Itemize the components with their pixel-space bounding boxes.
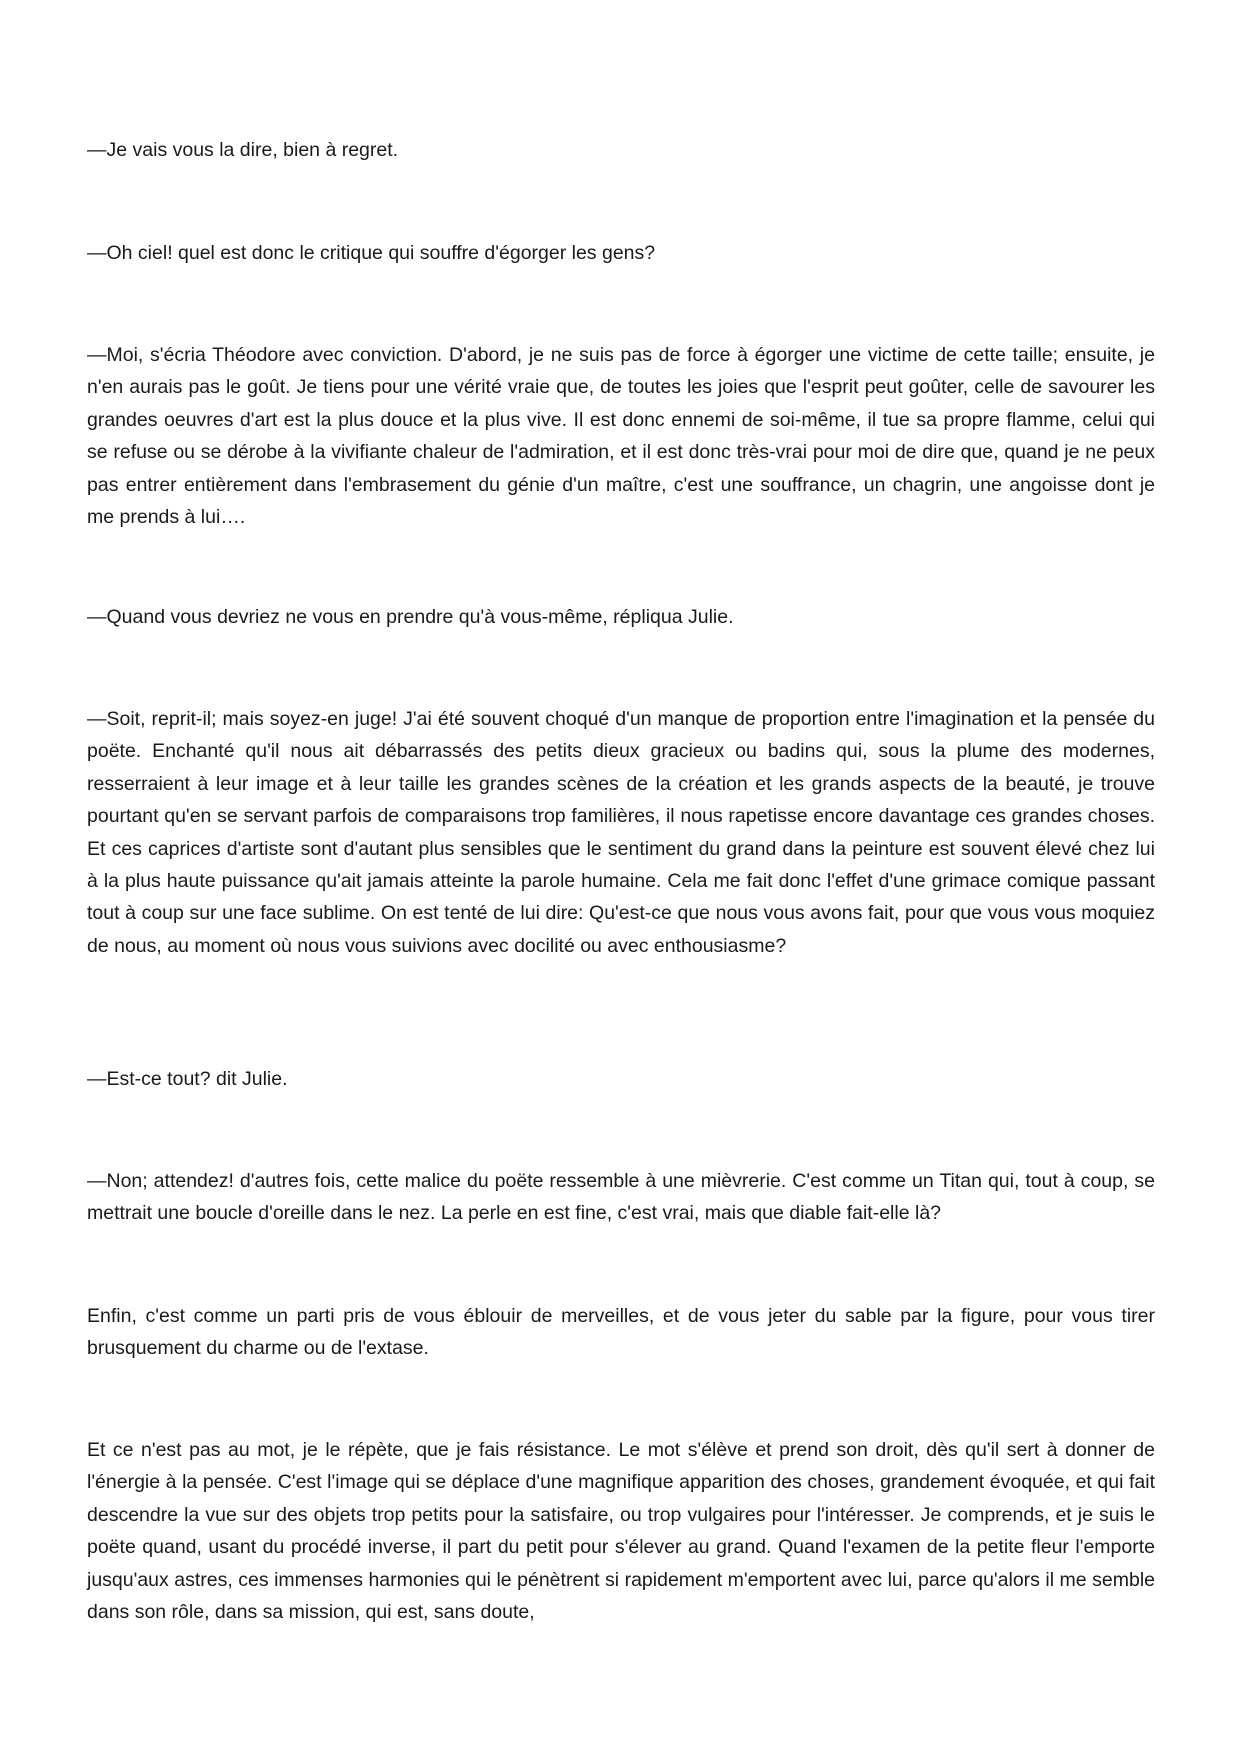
paragraph-2: —Oh ciel! quel est donc le critique qui souffre d'égorger les gens?	[87, 242, 656, 264]
paragraph-7: —Non; attendez! d'autres fois, cette malice du poëte ressemble à une mièvrerie. C'est comme un Titan qui, tout à coup, se mettrait une boucle d'oreille dans le nez. La perle en est fine, c'est vrai, mais que diable fait-elle là?	[87, 1170, 1155, 1225]
paragraph-1: —Je vais vous la dire, bien à regret.	[87, 139, 399, 161]
paragraph-9: Et ce n'est pas au mot, je le répète, que je fais résistance. Le mot s'élève et prend son droit, dès qu'il sert à donner de l'énergie à la pensée. C'est l'image qui se déplace d'une magnifique apparition des choses, grandement évoquée, et qui fait descendre la vue sur des objets trop petits pour la satisfaire, ou trop vulgaires pour l'intéresser. Je comprends, et je suis le poëte quand, usant du procédé inverse, il part du petit pour s'élever au grand. Quand l'examen de la petite fleur l'emporte jusqu'aux astres, ces immenses harmonies qui le pénètrent si rapidement m'emportent avec lui, parce qu'alors il me semble dans son rôle, dans sa mission, qui est, sans doute,	[87, 1439, 1155, 1624]
paragraph-8: Enfin, c'est comme un parti pris de vous éblouir de merveilles, et de vous jeter du sable par la figure, pour vous tirer brusquement du charme ou de l'extase.	[87, 1305, 1155, 1360]
paragraph-6: —Est-ce tout? dit Julie.	[87, 1068, 288, 1090]
paragraph-5: —Soit, reprit-il; mais soyez-en juge! J'ai été souvent choqué d'un manque de proportion entre l'imagination et la pensée du poëte. Enchanté qu'il nous ait débarrassés des petits dieux gracieux ou badins qui, sous la plume des modernes, resserraient à leur image et à leur taille les grandes scènes de la création et les grands aspects de la beauté, je trouve pourtant qu'en se servant parfois de comparaisons trop familières, il nous rapetisse encore davantage ces grandes choses. Et ces caprices d'artiste sont d'autant plus sensibles que le sentiment du grand dans la peinture est souvent élevé chez lui à la plus haute puissance qu'ait jamais atteinte la parole humaine. Cela me fait donc l'effet d'une grimace comique passant tout à coup sur une face sublime. On est tenté de lui dire: Qu'est-ce que nous vous avons fait, pour que vous vous moquiez de nous, au moment où nous vous suivions avec docilité ou avec enthousiasme?	[87, 708, 1155, 957]
paragraph-4: —Quand vous devriez ne vous en prendre qu'à vous-même, répliqua Julie.	[87, 606, 734, 628]
paragraph-3: —Moi, s'écria Théodore avec conviction. D'abord, je ne suis pas de force à égorger une victime de cette taille; ensuite, je n'en aurais pas le goût. Je tiens pour une vérité vraie que, de toutes les joies que l'esprit peut goûter, celle de savourer les grandes oeuvres d'art est la plus douce et la plus vive. Il est donc ennemi de soi-même, il tue sa propre flamme, celui qui se refuse ou se dérobe à la vivifiante chaleur de l'admiration, et il est donc très-vrai pour moi de dire que, quand je ne peux pas entrer entièrement dans l'embrasement du génie d'un maître, c'est une souffrance, un chagrin, une angoisse dont je me prends à lui….	[87, 344, 1155, 529]
